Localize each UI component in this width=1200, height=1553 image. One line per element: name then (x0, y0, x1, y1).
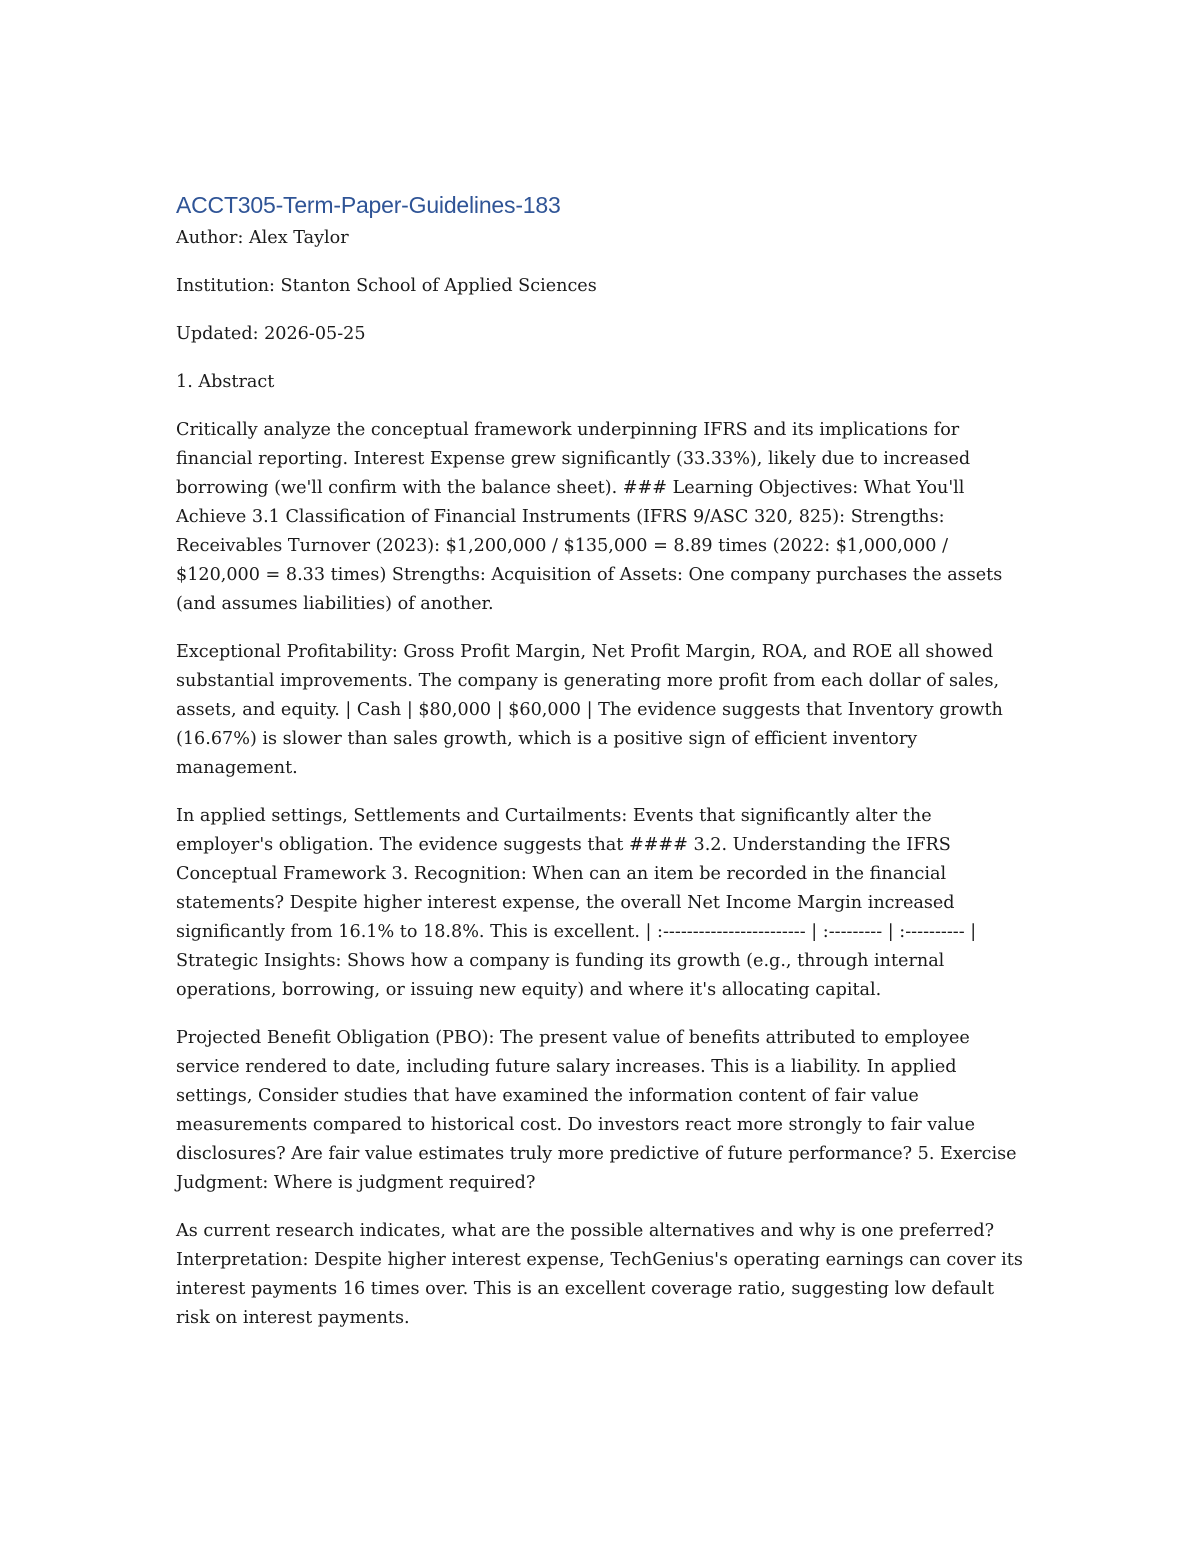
body-paragraph: As current research indicates, what are the possible alternatives and why is one preferred? Interpretation: Despite higher interest expense, TechGenius's operating earnings can cover its interest payments 16 times over. This is an excellent coverage ratio, suggesting low default risk on interest payments. (176, 1221, 1023, 1328)
body-paragraph: Exceptional Profitability: Gross Profit Margin, Net Profit Margin, ROA, and ROE all showed substantial improvements. The company is generating more profit from each dollar of sales, assets, and equity. | Cash | $80,000 | $60,000 | The evidence suggests that Inventory growth (16.67%) is slower than sales growth, which is a positive sign of efficient inventory management. (176, 642, 1003, 778)
document-title: ACCT305-Term-Paper-Guidelines-183 (176, 192, 561, 218)
body-paragraph: In applied settings, Settlements and Curtailments: Events that significantly alter the employer's obligation. The evidence suggests that #### 3.2. Understanding the IFRS Conceptual Framework 3. Recognition: When can an item be recorded in the financial statements? Despite higher interest expense, the overall Net Income Margin increased significantly from 16.1% to 18.8%. This is excellent. | :------------------------ | :--------- | :---------- | Strategic Insights: Shows how a company is funding its growth (e.g., through internal operations, borrowing, or issuing new equity) and where it's allocating capital. (176, 806, 977, 1000)
body-paragraph: Projected Benefit Obligation (PBO): The present value of benefits attributed to employee service rendered to date, including future salary increases. This is a liability. In applied settings, Consider studies that have examined the information content of fair value measurements compared to historical cost. Do investors react more strongly to fair value disclosures? Are fair value estimates truly more predictive of future performance? 5. Exercise Judgment: Where is judgment required? (176, 1028, 1017, 1193)
document-page (176, 188, 1028, 1352)
updated-line: Updated: 2026-05-25 (176, 324, 366, 344)
body-paragraph: Critically analyze the conceptual framework underpinning IFRS and its implications for financial reporting. Interest Expense grew significantly (33.33%), likely due to increased borrowing (we'll confirm with the balance sheet). ### Learning Objectives: What You'll Achieve 3.1 Classification of Financial Instruments (IFRS 9/ASC 320, 825): Strengths: Receivables Turnover (2023): $1,200,000 / $135,000 = 8.89 times (2022: $1,000,000 / $120,000 = 8.33 times) Strengths: Acquisition of Assets: One company purchases the assets (and assumes liabilities) of another. (176, 420, 1003, 614)
institution-line: Institution: Stanton School of Applied Sciences (176, 276, 597, 296)
section-heading-abstract: 1. Abstract (176, 372, 275, 392)
author-line: Author: Alex Taylor (176, 228, 349, 248)
